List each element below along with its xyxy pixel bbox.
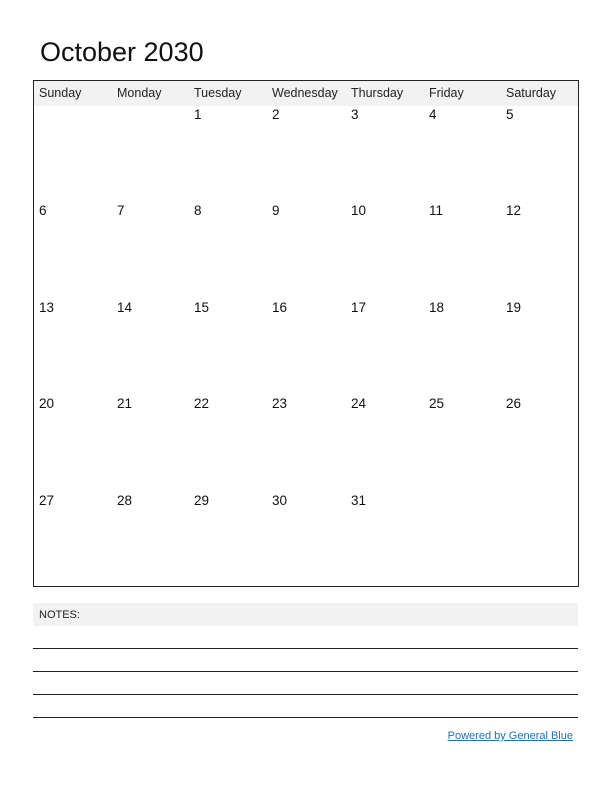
date-number: 29 (194, 493, 210, 508)
date-number: 4 (429, 107, 437, 122)
notes-label: NOTES: (39, 609, 80, 621)
date-cell (501, 395, 578, 491)
page-title: October 2030 (40, 37, 204, 67)
date-cell (34, 106, 111, 202)
date-cell (424, 299, 501, 395)
date-cell (501, 106, 578, 202)
date-number: 31 (351, 493, 367, 508)
date-number: 11 (429, 203, 444, 218)
date-cell (189, 202, 266, 298)
date-cell (346, 395, 423, 491)
date-number: 5 (506, 107, 514, 122)
date-cell (267, 202, 344, 298)
date-number: 9 (272, 203, 280, 218)
date-cell (424, 202, 501, 298)
date-number: 20 (39, 396, 55, 411)
date-cell (112, 492, 189, 588)
date-cell (424, 395, 501, 491)
note-line (33, 671, 578, 672)
weekday-label-saturday: Saturday (506, 86, 557, 100)
weekday-label-friday: Friday (429, 86, 464, 100)
note-line (33, 717, 578, 718)
date-number: 2 (272, 107, 280, 122)
date-cell (189, 299, 266, 395)
date-number: 7 (117, 203, 125, 218)
date-number: 18 (429, 300, 445, 315)
date-number: 19 (506, 300, 522, 315)
date-cell (346, 202, 423, 298)
date-cell (34, 299, 111, 395)
date-cell (189, 492, 266, 588)
date-cell (267, 492, 344, 588)
date-number: 6 (39, 203, 47, 218)
date-number: 15 (194, 300, 210, 315)
date-number: 10 (351, 203, 367, 218)
date-number: 25 (429, 396, 445, 411)
date-cell (346, 492, 423, 588)
powered-by-link[interactable]: Powered by General Blue (447, 730, 573, 742)
weekday-label-wednesday: Wednesday (272, 86, 338, 100)
date-cell (424, 492, 501, 588)
date-number: 8 (194, 203, 202, 218)
date-cell (267, 299, 344, 395)
weekday-label-thursday: Thursday (351, 86, 404, 100)
weekday-header-row (34, 81, 578, 106)
date-number: 16 (272, 300, 288, 315)
weekday-label-sunday: Sunday (39, 86, 82, 100)
date-cell (501, 202, 578, 298)
date-cell (346, 299, 423, 395)
date-cell (34, 395, 111, 491)
date-number: 1 (194, 107, 202, 122)
date-cell (112, 299, 189, 395)
date-number: 24 (351, 396, 367, 411)
date-number: 3 (351, 107, 359, 122)
date-grid (34, 106, 578, 586)
date-cell (267, 395, 344, 491)
date-number: 13 (39, 300, 55, 315)
date-number: 22 (194, 396, 210, 411)
date-cell (346, 106, 423, 202)
date-number: 14 (117, 300, 133, 315)
date-cell (112, 106, 189, 202)
weekday-label-monday: Monday (117, 86, 162, 100)
date-number: 28 (117, 493, 133, 508)
weekday-label-tuesday: Tuesday (194, 86, 242, 100)
date-cell (267, 106, 344, 202)
date-cell (34, 202, 111, 298)
calendar-grid (33, 80, 579, 587)
date-number: 30 (272, 493, 288, 508)
notes-header (33, 603, 578, 626)
date-cell (189, 395, 266, 491)
date-cell (112, 395, 189, 491)
date-number: 23 (272, 396, 288, 411)
date-cell (501, 299, 578, 395)
date-cell (424, 106, 501, 202)
note-line (33, 648, 578, 649)
date-number: 26 (506, 396, 522, 411)
note-line (33, 694, 578, 695)
date-number: 21 (117, 396, 133, 411)
date-number: 17 (351, 300, 367, 315)
date-cell (189, 106, 266, 202)
date-number: 27 (39, 493, 55, 508)
date-cell (501, 492, 578, 588)
date-cell (112, 202, 189, 298)
date-cell (34, 492, 111, 588)
date-number: 12 (506, 203, 522, 218)
